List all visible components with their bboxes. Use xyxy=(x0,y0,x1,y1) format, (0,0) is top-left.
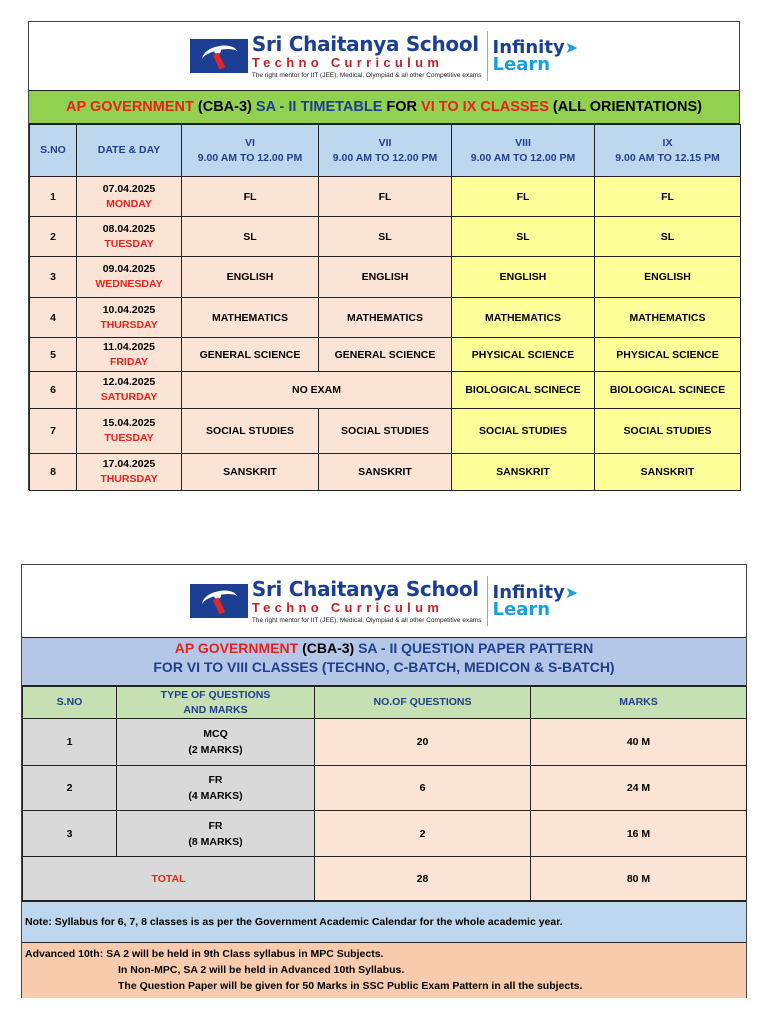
table-row xyxy=(23,719,747,766)
cell-vi: SL xyxy=(182,217,319,257)
title-ap-government: AP GOVERNMENT xyxy=(174,640,299,656)
curriculum-name: Techno Curriculum xyxy=(251,600,444,615)
table-row xyxy=(30,257,741,298)
header-class-viii: VIII 9.00 AM TO 12.00 PM xyxy=(452,125,595,177)
school-emblem-icon xyxy=(190,584,248,618)
adv-line-1: Advanced 10th: SA 2 will be held in 9th Class syllabus in MPC Subjects. xyxy=(25,948,384,960)
cell-vi: SANSKRIT xyxy=(182,454,319,491)
school-emblem-icon xyxy=(190,39,248,73)
adv-line-3: The Question Paper will be given for 50 Marks in SSC Public Exam Pattern in all the subjects. xyxy=(118,980,583,992)
cell-no-exam: NO EXAM xyxy=(182,372,452,409)
cell-vii: FL xyxy=(319,177,452,217)
cell-viii: FL xyxy=(452,177,595,217)
pattern-title xyxy=(22,637,746,686)
table-row xyxy=(30,338,741,372)
school-tagline: The right mentor for IIT (JEE), Medical, Olympiad & all other Competitive exams xyxy=(251,617,482,624)
row-marks: 24 M xyxy=(531,766,747,811)
cell-viii: SL xyxy=(452,217,595,257)
cell-ix: PHYSICAL SCIENCE xyxy=(595,338,741,372)
title-ap-government: AP GOVERNMENT xyxy=(66,99,194,115)
row-date: 07.04.2025 MONDAY xyxy=(77,177,182,217)
row-sno: 4 xyxy=(30,298,77,338)
row-marks: 16 M xyxy=(531,811,747,857)
title-classes: VI TO IX CLASSES xyxy=(421,99,549,115)
logo-divider xyxy=(487,31,488,81)
cell-ix: MATHEMATICS xyxy=(595,298,741,338)
title-cba: (CBA-3) xyxy=(298,640,359,656)
cell-ix: SANSKRIT xyxy=(595,454,741,491)
sri-chaitanya-logo xyxy=(190,578,482,624)
table-row xyxy=(30,409,741,454)
row-sno: 3 xyxy=(23,811,117,857)
cell-viii: BIOLOGICAL SCINECE xyxy=(452,372,595,409)
table-row xyxy=(30,217,741,257)
learn-text: Learn xyxy=(492,599,551,620)
row-num: 20 xyxy=(315,719,531,766)
cell-vii: MATHEMATICS xyxy=(319,298,452,338)
row-date: 09.04.2025 WEDNESDAY xyxy=(77,257,182,298)
arrow-icon: ➤ xyxy=(564,38,579,57)
total-marks: 80 M xyxy=(531,857,747,901)
cell-viii: ENGLISH xyxy=(452,257,595,298)
row-date: 15.04.2025 TUESDAY xyxy=(77,409,182,454)
pattern-sheet xyxy=(21,564,747,998)
table-row xyxy=(30,372,741,409)
header-class-ix: IX 9.00 AM TO 12.15 PM xyxy=(595,125,741,177)
title-cba: (CBA-3) xyxy=(193,99,256,115)
timetable-title xyxy=(29,90,739,124)
infinity-learn-logo xyxy=(493,39,579,73)
cell-ix: SOCIAL STUDIES xyxy=(595,409,741,454)
table-row xyxy=(30,298,741,338)
header-logos xyxy=(29,22,739,90)
timetable-table xyxy=(29,124,741,491)
header-class-vi: VI 9.00 AM TO 12.00 PM xyxy=(182,125,319,177)
row-sno: 8 xyxy=(30,454,77,491)
header-logos xyxy=(22,565,746,637)
infinity-text: Infinity xyxy=(492,37,565,58)
header-marks: MARKS xyxy=(531,687,747,719)
row-sno: 5 xyxy=(30,338,77,372)
title-question-pattern: SA - II QUESTION PAPER PATTERN xyxy=(358,640,594,656)
sri-chaitanya-logo xyxy=(190,33,482,79)
total-label: TOTAL xyxy=(23,857,315,901)
cell-vii: SOCIAL STUDIES xyxy=(319,409,452,454)
school-name: Sri Chaitanya School xyxy=(251,32,479,56)
header-class-vii: VII 9.00 AM TO 12.00 PM xyxy=(319,125,452,177)
header-date: DATE & DAY xyxy=(77,125,182,177)
header-sno: S.NO xyxy=(23,687,117,719)
row-sno: 3 xyxy=(30,257,77,298)
row-sno: 1 xyxy=(23,719,117,766)
row-sno: 1 xyxy=(30,177,77,217)
row-type: MCQ (2 MARKS) xyxy=(117,719,315,766)
pattern-header-row xyxy=(23,687,747,719)
cell-viii: PHYSICAL SCIENCE xyxy=(452,338,595,372)
learn-text: Learn xyxy=(492,54,551,75)
cell-vi: MATHEMATICS xyxy=(182,298,319,338)
row-num: 6 xyxy=(315,766,531,811)
cell-vii: SL xyxy=(319,217,452,257)
row-sno: 2 xyxy=(30,217,77,257)
cell-vii: ENGLISH xyxy=(319,257,452,298)
row-type: FR (4 MARKS) xyxy=(117,766,315,811)
header-sno: S.NO xyxy=(30,125,77,177)
total-num: 28 xyxy=(315,857,531,901)
row-sno: 2 xyxy=(23,766,117,811)
row-date: 10.04.2025 THURSDAY xyxy=(77,298,182,338)
table-row xyxy=(30,454,741,491)
cell-ix: BIOLOGICAL SCINECE xyxy=(595,372,741,409)
cell-vi: FL xyxy=(182,177,319,217)
infinity-text: Infinity xyxy=(492,582,565,603)
row-date: 17.04.2025 THURSDAY xyxy=(77,454,182,491)
curriculum-name: Techno Curriculum xyxy=(251,55,444,70)
cell-vii: SANSKRIT xyxy=(319,454,452,491)
row-date: 12.04.2025 SATURDAY xyxy=(77,372,182,409)
cell-viii: MATHEMATICS xyxy=(452,298,595,338)
cell-ix: FL xyxy=(595,177,741,217)
adv-line-2: In Non-MPC, SA 2 will be held in Advanced 10th Syllabus. xyxy=(118,964,405,976)
arrow-icon: ➤ xyxy=(564,583,579,602)
timetable-sheet xyxy=(28,21,740,490)
cell-viii: SOCIAL STUDIES xyxy=(452,409,595,454)
school-tagline: The right mentor for IIT (JEE), Medical, Olympiad & all other Competitive exams xyxy=(251,72,482,79)
title-for: FOR xyxy=(386,99,422,115)
header-num-questions: NO.OF QUESTIONS xyxy=(315,687,531,719)
row-sno: 7 xyxy=(30,409,77,454)
logo-divider xyxy=(487,576,488,626)
row-date: 11.04.2025 FRIDAY xyxy=(77,338,182,372)
cell-vi: ENGLISH xyxy=(182,257,319,298)
row-type: FR (8 MARKS) xyxy=(117,811,315,857)
timetable-header-row xyxy=(30,125,741,177)
title-orientations: (ALL ORIENTATIONS) xyxy=(548,99,702,115)
row-sno: 6 xyxy=(30,372,77,409)
school-name: Sri Chaitanya School xyxy=(251,577,479,601)
cell-ix: ENGLISH xyxy=(595,257,741,298)
table-row xyxy=(23,766,747,811)
syllabus-note: Note: Syllabus for 6, 7, 8 classes is as per the Government Academic Calendar for the whole academic year. xyxy=(22,901,746,942)
total-row xyxy=(23,857,747,901)
title-sa-timetable: SA - II TIMETABLE xyxy=(255,99,387,115)
advanced-10th-note xyxy=(22,942,746,998)
infinity-learn-logo xyxy=(493,584,579,618)
pattern-table xyxy=(22,686,747,901)
cell-viii: SANSKRIT xyxy=(452,454,595,491)
header-type: TYPE OF QUESTIONS AND MARKS xyxy=(117,687,315,719)
row-marks: 40 M xyxy=(531,719,747,766)
cell-vi: GENERAL SCIENCE xyxy=(182,338,319,372)
cell-vi: SOCIAL STUDIES xyxy=(182,409,319,454)
cell-vii: GENERAL SCIENCE xyxy=(319,338,452,372)
table-row xyxy=(23,811,747,857)
cell-ix: SL xyxy=(595,217,741,257)
row-date: 08.04.2025 TUESDAY xyxy=(77,217,182,257)
title-classes-batches: FOR VI TO VIII CLASSES (TECHNO, C-BATCH, MEDICON & S-BATCH) xyxy=(153,659,615,675)
table-row xyxy=(30,177,741,217)
row-num: 2 xyxy=(315,811,531,857)
